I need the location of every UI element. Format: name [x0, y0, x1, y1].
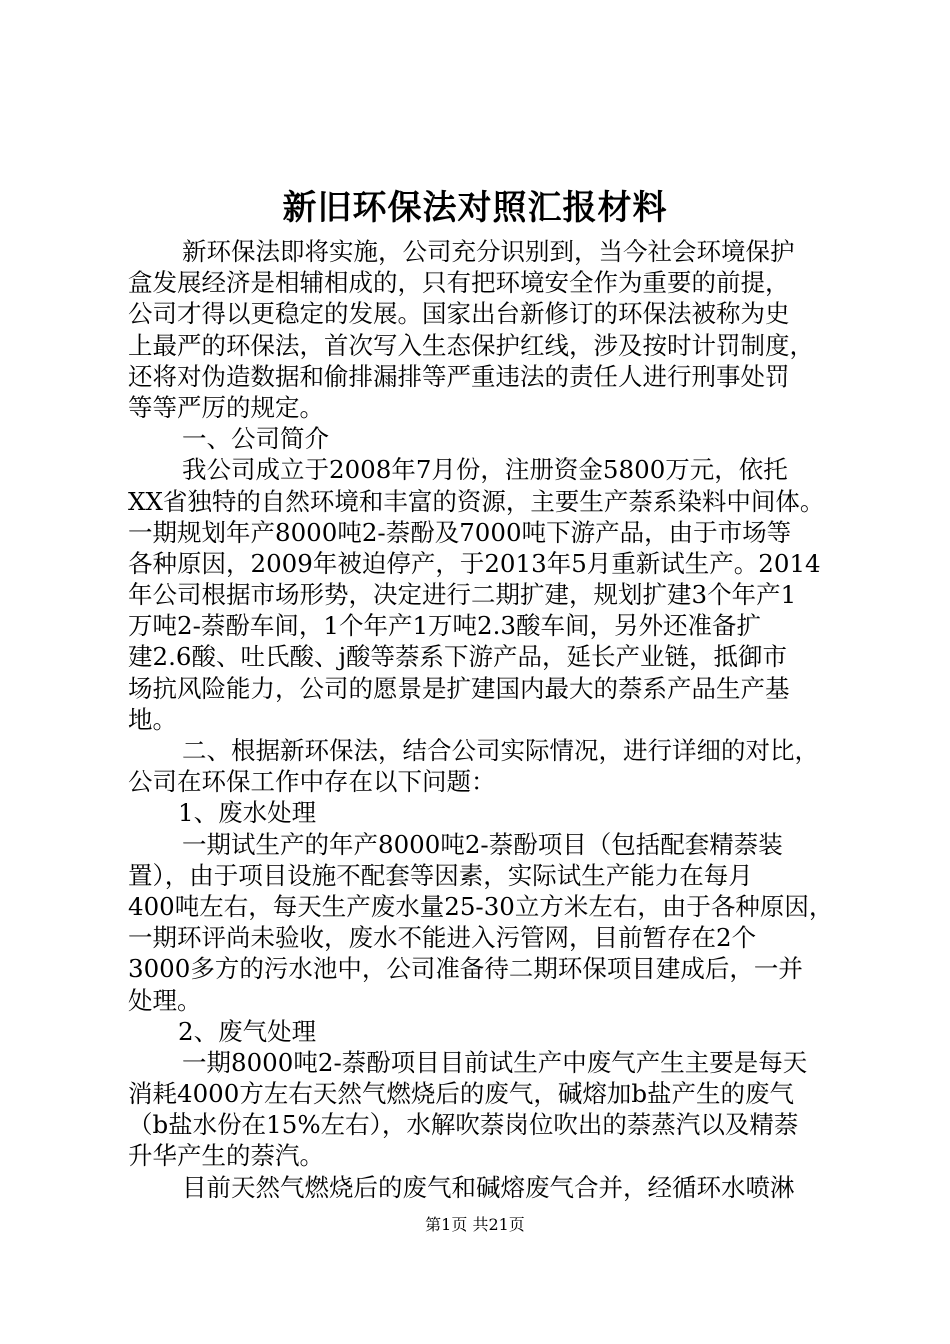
body-line: 我公司成立于2008年7月份，注册资金5800万元，依托	[182, 455, 788, 485]
body-line: 400吨左右，每天生产废水量25-30立方米左右，由于各种原因，	[128, 891, 834, 921]
body-line: 一期环评尚未验收，废水不能进入污管网，目前暂存在2个	[128, 923, 757, 953]
body-line: 处理。	[128, 985, 202, 1015]
section-heading: 一、公司简介	[182, 424, 329, 454]
document-body	[128, 236, 834, 1203]
body-line: 年公司根据市场形势，决定进行二期扩建，规划扩建3个年产1	[128, 580, 797, 610]
subsection-heading: 1、废水处理	[178, 798, 317, 828]
body-line: 盒发展经济是相辅相成的，只有把环境安全作为重要的前提，	[128, 268, 790, 298]
body-line: 目前天然气燃烧后的废气和碱熔废气合并，经循环水喷淋	[182, 1172, 795, 1202]
body-line: 场抗风险能力，公司的愿景是扩建国内最大的萘系产品生产基	[128, 673, 790, 703]
body-line: 还将对伪造数据和偷排漏排等严重违法的责任人进行刑事处罚	[128, 361, 790, 391]
body-line: 置），由于项目设施不配套等因素，实际试生产能力在每月	[128, 860, 753, 890]
body-line: 一期试生产的年产8000吨2-萘酚项目（包括配套精萘装	[182, 829, 783, 859]
body-line: 上最严的环保法，首次写入生态保护红线，涉及按时计罚制度，	[128, 330, 814, 360]
body-line: 升华产生的萘汽。	[128, 1141, 324, 1171]
body-line: 公司才得以更稳定的发展。国家出台新修订的环保法被称为史	[128, 299, 790, 329]
body-line: （b盐水份在15%左右），水解吹萘岗位吹出的萘蒸汽以及精萘	[128, 1110, 799, 1140]
body-line: 新环保法即将实施，公司充分识别到，当今社会环境保护	[182, 237, 795, 266]
body-line: 一期规划年产8000吨2-萘酚及7000吨下游产品，由于市场等	[128, 517, 792, 547]
document-title: 新旧环保法对照汇报材料	[282, 188, 668, 228]
body-line: 地。	[128, 704, 177, 734]
section-heading: 二、根据新环保法，结合公司实际情况，进行详细的对比，	[182, 736, 819, 765]
body-line: 一期8000吨2-萘酚项目目前试生产中废气产生主要是每天	[182, 1047, 808, 1077]
body-line: 公司在环保工作中存在以下问题：	[128, 767, 496, 797]
body-line: 消耗4000方左右天然气燃烧后的废气，碱熔加b盐产生的废气	[128, 1079, 795, 1109]
body-line: 建2.6酸、吐氏酸、j酸等萘系下游产品，延长产业链，抵御市	[128, 642, 788, 672]
body-line: 3000多方的污水池中，公司准备待二期环保项目建成后，一并	[128, 954, 803, 984]
body-line: 万吨2-萘酚车间，1个年产1万吨2.3酸车间，另外还准备扩	[128, 611, 762, 641]
page-footer: 第1页 共21页	[425, 1215, 525, 1234]
body-line: XX省独特的自然环境和丰富的资源，主要生产萘系染料中间体。	[128, 486, 825, 516]
subsection-heading: 2、废气处理	[178, 1016, 317, 1046]
body-line: 等等严厉的规定。	[128, 392, 324, 422]
body-line: 各种原因，2009年被迫停产，于2013年5月重新试生产。2014	[128, 548, 821, 578]
